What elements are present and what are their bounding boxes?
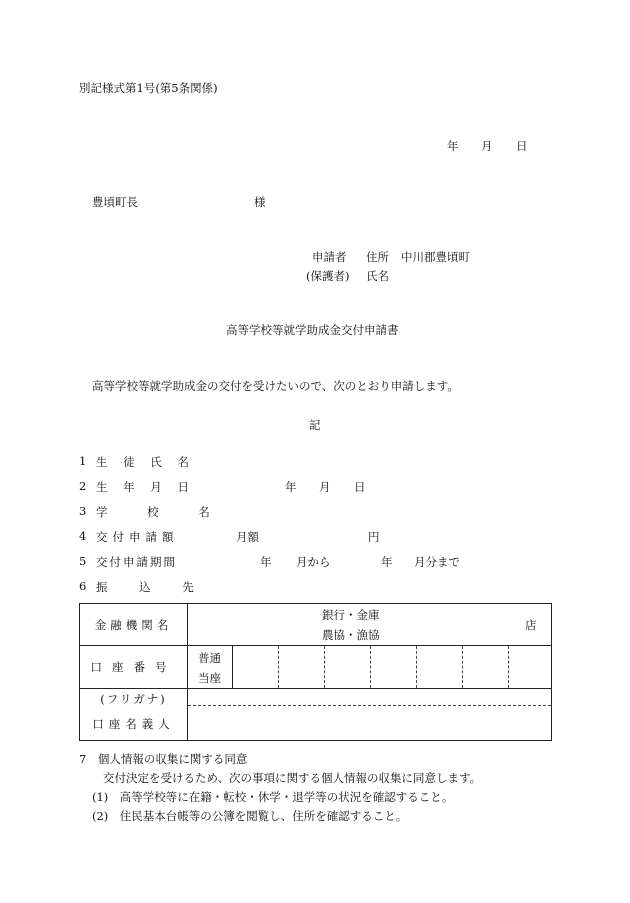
digit-divider: [278, 646, 279, 688]
item-6-number: 6: [79, 579, 87, 593]
consent-heading: 7 個人情報の収集に関する同意: [79, 752, 248, 766]
guardian-label: (保護者): [306, 269, 350, 283]
applicant-label: 申請者: [312, 250, 347, 264]
institution-label: 金融機関名: [80, 604, 188, 646]
date-day: 日: [516, 139, 528, 153]
document-title: 高等学校等就学助成金交付申請書: [226, 323, 399, 337]
account-number-label: 口座番号: [80, 646, 188, 689]
account-number-field[interactable]: [188, 646, 552, 689]
monthly-label: 月額: [236, 530, 259, 544]
account-holder-field[interactable]: [188, 689, 552, 741]
item-4-number: 4: [79, 529, 87, 543]
account-holder-label-cell: [80, 689, 188, 741]
ki-marker: 記: [309, 418, 321, 432]
furigana-label: (フリガナ): [100, 692, 167, 706]
birth-year: 年: [285, 480, 297, 494]
period-from: 月から: [296, 555, 331, 569]
item-3-number: 3: [79, 504, 87, 518]
account-type-cell: [188, 646, 233, 688]
date-month: 月: [481, 139, 493, 153]
account-holder-label: 口座名義人: [92, 717, 175, 731]
period-year-1: 年: [260, 555, 272, 569]
addressee-name: 豊頃町長: [92, 195, 138, 209]
bank-type-line1: 銀行・金庫: [322, 608, 380, 622]
addressee-honorific: 様: [254, 195, 266, 209]
consent-body: 交付決定を受けるため、次の事項に関する個人情報の収集に同意します。: [103, 771, 482, 785]
item-2-label: 生 年 月 日: [96, 480, 195, 494]
digit-divider: [324, 646, 325, 688]
consent-item-1: (1) 高等学校等に在籍・転校・休学・退学等の状況を確認すること。: [92, 790, 454, 804]
digit-divider: [416, 646, 417, 688]
name-label: 氏名: [366, 269, 389, 283]
item-1-number: 1: [79, 454, 87, 468]
item-5-number: 5: [79, 554, 87, 568]
institution-field[interactable]: [188, 604, 552, 646]
item-4-label: 交付申請額: [96, 530, 179, 544]
yen-unit: 円: [368, 530, 380, 544]
digit-divider: [508, 646, 509, 688]
branch-suffix: 店: [525, 618, 537, 632]
consent-item-2: (2) 住民基本台帳等の公簿を閲覧し、住所を確認すること。: [92, 809, 408, 823]
account-type-ordinary[interactable]: 普通: [198, 651, 221, 665]
period-year-2: 年: [381, 555, 393, 569]
date-year: 年: [447, 139, 459, 153]
form-reference: 別記様式第1号(第5条関係): [79, 81, 218, 95]
account-type-checking[interactable]: 当座: [198, 671, 221, 685]
furigana-divider: [188, 705, 551, 706]
item-3-label: 学 校 名: [96, 505, 228, 519]
intro-text: 高等学校等就学助成金の交付を受けたいので、次のとおり申請します。: [92, 379, 459, 393]
item-1-label: 生 徒 氏 名: [96, 455, 195, 469]
address-value: 中川郡豊頃町: [401, 250, 470, 264]
item-2-number: 2: [79, 479, 87, 493]
address-label: 住所: [366, 250, 389, 264]
birth-month: 月: [319, 480, 331, 494]
birth-day: 日: [354, 480, 366, 494]
item-5-label: 交付申請期間: [96, 555, 177, 569]
item-6-label: 振 込 先: [96, 580, 208, 594]
bank-type-line2: 農協・漁協: [322, 628, 380, 642]
digit-divider: [370, 646, 371, 688]
digit-divider: [462, 646, 463, 688]
period-to: 月分まで: [414, 555, 460, 569]
bank-transfer-table: [79, 603, 552, 741]
